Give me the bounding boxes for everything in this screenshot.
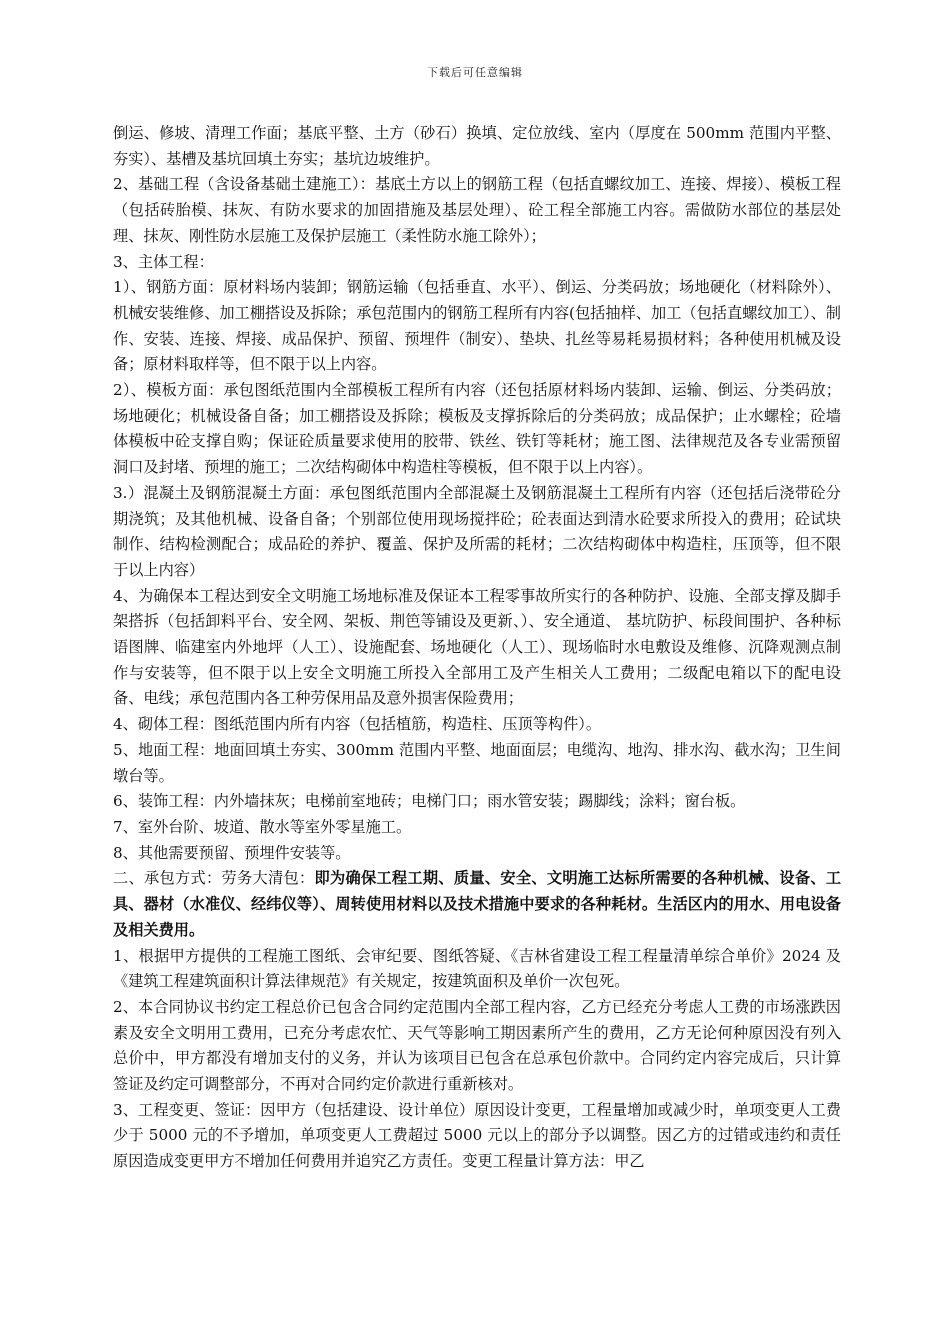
paragraph-rebar: 1）、钢筋方面：原材料场内装卸；钢筋运输（包括垂直、水平）、倒运、分类码放；场地硬化（材料除外）、机械安装维修、加工棚搭设及拆除；承包范围内的钢筋工程所有内容(包括抽样、加工（包括直螺纹加工）、制作、安装、连接、焊接、成品保护、预留、预埋件（制安）、垫块、扎丝等易耗易损材料；各种使用机械及设备；原材料取样等，但不限于以上内容。 — [113, 278, 841, 374]
page-header: 下载后可任意编辑 — [427, 66, 523, 79]
paragraph-contract-method — [113, 866, 841, 943]
paragraph-outdoor: 7、室外台阶、坡道、散水等室外零星施工。 — [113, 817, 412, 836]
paragraph-total-price: 2、本合同协议书约定工程总价已包含合同约定范围内全部工程内容，乙方已经充分考虑人工费的市场涨跌因素及安全文明用工费用，已充分考虑农忙、天气等影响工期因素所产生的费用，乙方无论何种原因没有列入总价中，甲方都没有增加支付的义务，并认为该项目已包含在总承包价款中。合同约定内容完成后，只计算签证及约定可调整部分，不再对合同约定价款进行重新核对。 — [113, 997, 841, 1094]
paragraph-pricing-basis: 1、根据甲方提供的工程施工图纸、会审纪要、图纸答疑、《吉林省建设工程工程量清单综合单价》2024 及《建筑工程建筑面积计算法律规范》有关规定，按建筑面积及单价一次包死。 — [113, 946, 841, 991]
paragraph-other: 8、其他需要预留、预埋件安装等。 — [113, 843, 351, 862]
paragraph-concrete: 3.）混凝土及钢筋混凝土方面：承包图纸范围内全部混凝土及钢筋混凝土工程所有内容（还包括后浇带砼分期浇筑；及其他机械、设备自备；个别部位使用现场搅拌砼；砼表面达到清水砼要求所投入的费用；砼试块制作、结构检测配合；成品砼的养护、覆盖、保护及所需的耗材；二次结构砌体中构造柱，压顶等，但不限于以上内容） — [113, 483, 841, 579]
paragraph-formwork: 2）、模板方面：承包图纸范围内全部模板工程所有内容（还包括原材料场内装卸、运输、倒运、分类码放；场地硬化；机械设备自备；加工棚搭设及拆除；模板及支撑拆除后的分类码放；成品保护；止水螺栓；砼墙体模板中砼支撑自购；保证砼质量要求使用的胶带、铁丝、铁钉等耗材；施工图、法律规范及各专业需预留洞口及封堵、预埋的施工；二次结构砌体中构造柱等模板，但不限于以上内容）。 — [113, 381, 841, 477]
paragraph-foundation: 2、基础工程（含设备基础土建施工）：基底土方以上的钢筋工程（包括直螺纹加工、连接、焊接）、模板工程（包括砖胎模、抹灰、有防水要求的加固措施及基层处理）、砼工程全部施工内容。需做防水部位的基层处理、抹灰、刚性防水层施工及保护层施工（柔性防水施工除外）； — [113, 175, 841, 245]
paragraph-safety: 4、为确保本工程达到安全文明施工场地标准及保证本工程零事故所实行的各种防护、设施、全部支撑及脚手架搭拆（包括卸料平台、安全网、架板、荆笆等铺设及更新、）、安全通道、 基坑防护、标段间围护、各种标语图牌、临建室内外地坪（人工）、设施配套、场地硬化（人工）、现场临时水电敷设及维修、沉降观测点制作与安装等，但不限于以上安全文明施工所投入全部用工及产生相关人工费用；二级配电箱以下的配电设备、电线；承包范围内各工种劳保用品及意外损害保险费用； — [113, 586, 841, 708]
paragraph-decoration: 6、装饰工程：内外墙抹灰；电梯前室地砖；电梯门口；雨水管安装；踢脚线；涂料；窗台板。 — [113, 792, 746, 811]
paragraph-change-order: 3、工程变更、签证：因甲方（包括建设、设计单位）原因设计变更，工程量增加或减少时，单项变更人工费少于 5000 元的不予增加，单项变更人工费超过 5000 元以上的部分予以调整。因乙方的过错或违约和责任原因造成变更甲方不增加任何费用并追究乙方责任。变更工程量计算方法：甲乙 — [113, 1100, 841, 1171]
paragraph-ground: 5、地面工程：地面回填土夯实、300mm 范围内平整、地面面层；电缆沟、地沟、排水沟、截水沟；卫生间墩台等。 — [113, 740, 841, 785]
contract-method-label: 二、承包方式：劳务大清包： — [113, 869, 315, 888]
contract-method-bold: 即为确保工程工期、质量、安全、文明施工达标所需要的各种机械、设备、工具、器材（水准仪、经纬仪等）、周转使用材料以及技术措施中要求的各种耗材。生活区内的用水、用电设备及相关费用。 — [113, 869, 842, 939]
document-body — [113, 121, 841, 1175]
paragraph-site-prep: 倒运、修坡、清理工作面；基底平整、土方（砂石）换填、定位放线、室内（厚度在 500mm 范围内平整、夯实）、基槽及基坑回填土夯实；基坑边坡维护。 — [113, 124, 841, 168]
paragraph-masonry: 4、砌体工程：图纸范围内所有内容（包括植筋，构造柱、压顶等构件）。 — [113, 715, 602, 734]
paragraph-main-structure: 3、主体工程： — [113, 252, 214, 271]
